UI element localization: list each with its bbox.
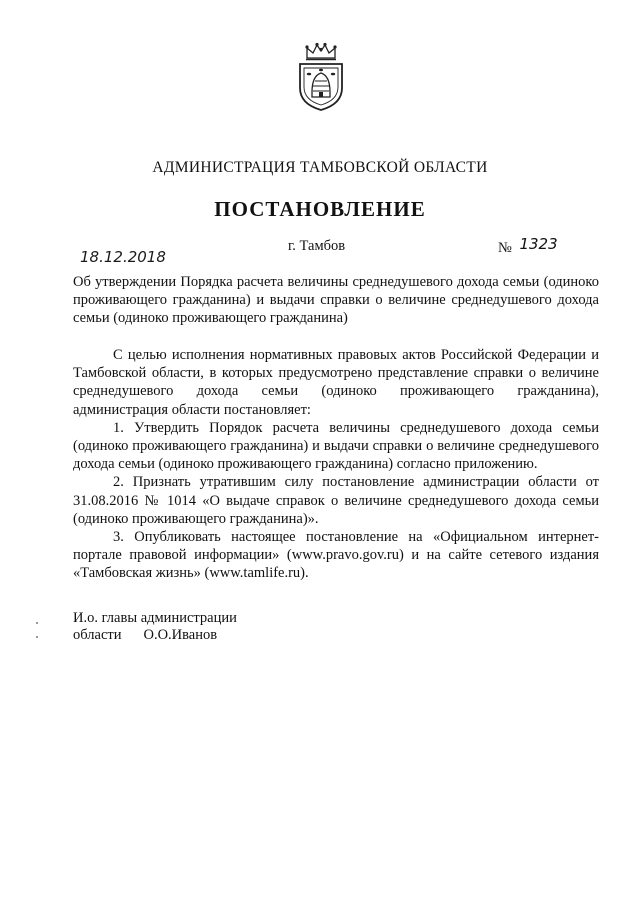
document-number (498, 235, 558, 257)
signature-block (73, 610, 237, 644)
organization-name: АДМИНИСТРАЦИЯ ТАМБОВСКОЙ ОБЛАСТИ (152, 159, 488, 176)
signer-name: О.О.Иванов (143, 627, 218, 643)
document-type-title: ПОСТАНОВЛЕНИЕ (214, 197, 426, 221)
document-city: г. Тамбов (288, 238, 346, 254)
signer-position: И.о. главы администрации (73, 610, 237, 626)
item-paragraph: 2. Признать утратившим силу постановление администрации области от 31.08.2016 № 1014 «О выдаче справок о величине среднедушевого дохода семьи (одиноко проживающего гражданина)». (73, 474, 599, 527)
preamble-paragraph: С целью исполнения нормативных правовых актов Российской Федерации и Тамбовской области, в которых предусмотрено представление справки о величине среднедушевого дохода семьи (одиноко проживающего гражданина), администрация области постановляет: (73, 347, 599, 418)
document-body (73, 346, 599, 583)
coat-of-arms-icon (295, 42, 347, 112)
item-paragraph: 1. Утвердить Порядок расчета величины среднедушевого дохода семьи (одиноко проживающего гражданина) и выдачи справки о величине среднедушевого дохода семьи (одиноко проживающего гражданина) согласно приложению. (73, 419, 599, 473)
document-subject: Об утверждении Порядка расчета величины среднедушевого дохода семьи (одиноко проживающего гражданина) и выдачи справки о величине среднедушевого дохода семьи (одиноко проживающего гражданина) (73, 274, 599, 326)
item-paragraph: 3. Опубликовать настоящее постановление на «Официальном интернет-портале правовой информации» (www.pravo.gov.ru) и на сайте сетевого издания «Тамбовская жизнь» (www.tamlife.ru). (73, 529, 599, 582)
signer-position-cont: области (73, 627, 122, 643)
number-value: 1323 (519, 235, 558, 253)
document-date: 18.12.2018 (80, 248, 166, 266)
number-sign: № (498, 240, 512, 256)
scan-speck (36, 636, 38, 638)
signer-line (73, 627, 237, 644)
scan-speck (36, 622, 38, 624)
